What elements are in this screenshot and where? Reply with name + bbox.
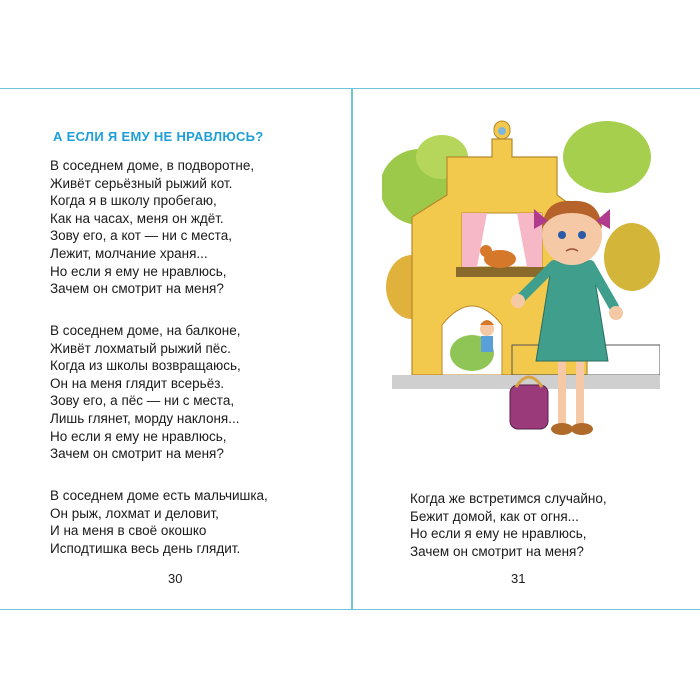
stanza-4 [410, 490, 607, 560]
left-page [0, 89, 351, 609]
poem-line: Когда я в школу пробегаю, [50, 193, 217, 209]
girl-illustration [382, 117, 660, 457]
poem-line: Но если я ему не нравлюсь, [410, 526, 587, 542]
stanza-3 [50, 487, 268, 557]
poem-line: В соседнем доме есть мальчишка, [50, 488, 268, 503]
balcony [456, 267, 548, 277]
poem-line: Зачем он смотрит на меня? [50, 281, 224, 297]
girl-leg [558, 355, 566, 425]
right-page [352, 89, 700, 609]
poem-line: И на меня в своё окошко [50, 523, 207, 539]
tower-window [498, 127, 506, 135]
girl-hand [511, 294, 525, 308]
page-number: 30 [168, 571, 183, 586]
poem-line: Но если я ему не нравлюсь, [50, 428, 227, 444]
poem-line: Живёт лохматый рыжий пёс. [50, 340, 231, 356]
girl-eye [578, 231, 586, 239]
page-number: 31 [511, 571, 526, 586]
girl-shoe [571, 423, 593, 435]
stanza-2 [50, 322, 241, 463]
girl-eye [558, 231, 566, 239]
dog-head [480, 245, 492, 257]
poem-line: Когда из школы возвращаюсь, [50, 358, 241, 374]
poem-line: Лежит, молчание храня... [50, 245, 208, 261]
poem-line: Живёт серьёзный рыжий кот. [50, 175, 233, 191]
stanza-1 [50, 157, 254, 298]
poem-line: Зачем он смотрит на меня? [50, 446, 224, 462]
poem-line: Зачем он смотрит на меня? [410, 543, 584, 559]
poem-title: А ЕСЛИ Я ЕМУ НЕ НРАВЛЮСЬ? [53, 129, 264, 144]
poem-line: В соседнем доме, в подворотне, [50, 158, 255, 173]
book-spread [0, 88, 700, 610]
poem-line: Он рыж, лохмат и деловит, [50, 505, 219, 521]
poem-line: Бежит домой, как от огня... [410, 508, 579, 524]
poem-line: Зову его, а пёс — ни с места, [50, 393, 235, 409]
girl-leg [576, 355, 584, 425]
girl-hand [609, 306, 623, 320]
poem-line: Лишь глянет, морду наклоня... [50, 410, 240, 426]
poem-line: Но если я ему не нравлюсь, [50, 263, 227, 279]
poem-line: Как на часах, меня он ждёт. [50, 210, 224, 226]
poem-line: В соседнем доме, на балконе, [50, 323, 241, 338]
tree-foliage [604, 223, 660, 291]
boy-body [481, 336, 493, 352]
tree-foliage [563, 121, 651, 193]
poem-line: Исподтишка весь день глядит. [50, 540, 241, 556]
school-bag [510, 385, 548, 429]
poem-line: Зову его, а кот — ни с места, [50, 228, 232, 244]
poem-line: Когда же встретимся случайно, [410, 491, 607, 506]
girl-shoe [551, 423, 573, 435]
poem-line: Он на меня глядит всерьёз. [50, 375, 225, 391]
